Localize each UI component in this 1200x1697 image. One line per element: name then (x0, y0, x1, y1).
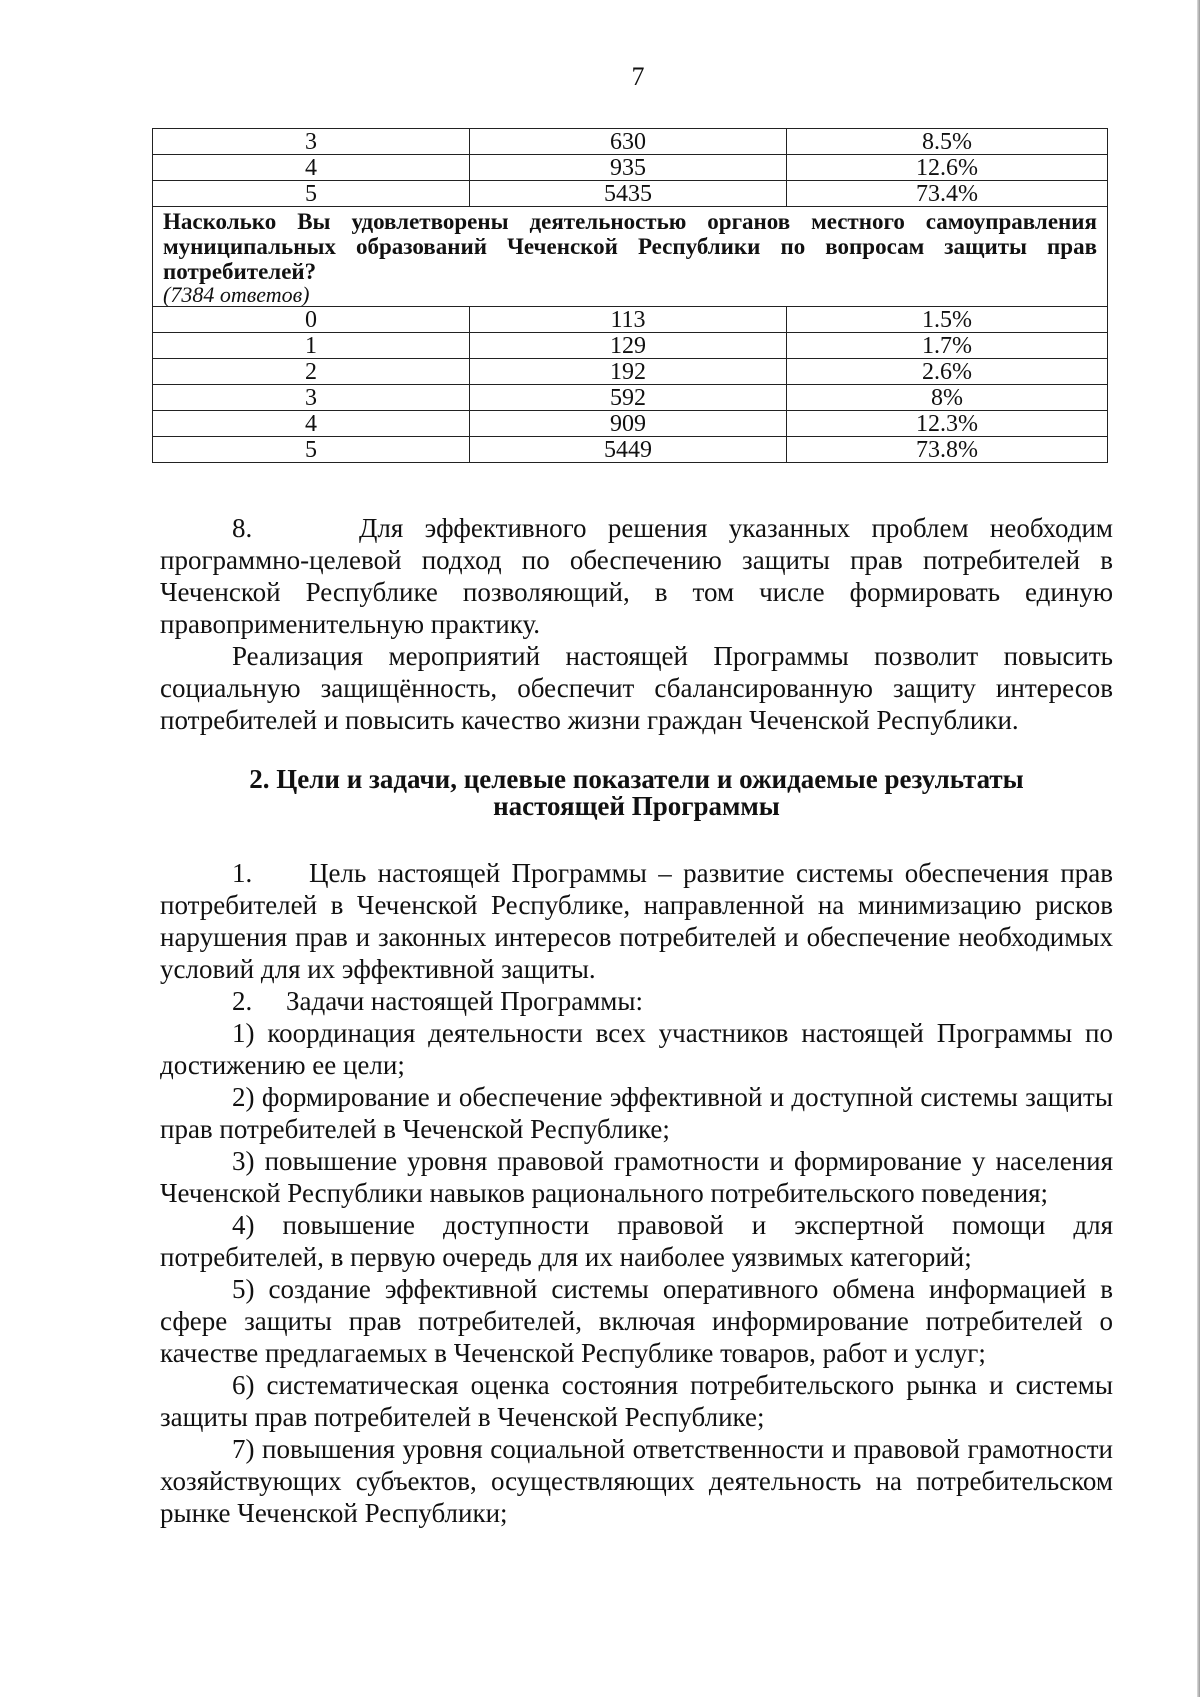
task-item: 2) формирование и обеспечение эффективной и доступной системы защиты прав потребителей в Чеченской Республике; (160, 1082, 1113, 1144)
table-row (153, 181, 1108, 207)
task-item: 4) повышение доступности правовой и экспертной помощи для потребителей, в первую очередь для их наиболее уязвимых категорий; (160, 1210, 1113, 1272)
percent-cell: 12.3% (787, 411, 1108, 437)
score-cell: 1 (153, 333, 470, 359)
paragraph-number: 8. (232, 513, 253, 543)
percent-cell: 1.7% (787, 333, 1108, 359)
count-cell: 113 (470, 307, 787, 333)
score-cell: 3 (153, 129, 470, 155)
section-title-line1: 2. Цели и задачи, целевые показатели и ожидаемые результаты (249, 764, 1024, 794)
paragraph-text: Цель настоящей Программы – развитие системы обеспечения прав потребителей в Чеченской Республике, направленной на минимизацию рисков нарушения прав и законных интересов потребителей и обеспечение необходимых условий для их эффективной защиты. (160, 858, 1113, 984)
paragraph-8 (160, 512, 1113, 640)
survey-question: Насколько Вы удовлетворены деятельностью органов местного самоуправления муниципальных образований Чеченской Республики по вопросам защиты прав потребителей? (163, 209, 1097, 284)
count-cell: 192 (470, 359, 787, 385)
question-row (153, 207, 1108, 307)
score-cell: 0 (153, 307, 470, 333)
count-cell: 909 (470, 411, 787, 437)
table-row (153, 437, 1108, 463)
percent-cell: 2.6% (787, 359, 1108, 385)
goal-paragraph (160, 857, 1113, 985)
tasks-intro (160, 985, 1113, 1017)
task-item: 1) координация деятельности всех участников настоящей Программы по достижению ее цели; (160, 1018, 1113, 1080)
survey-results-table (152, 128, 1108, 463)
goals-section (160, 857, 1113, 1529)
count-cell: 935 (470, 155, 787, 181)
table-row (153, 333, 1108, 359)
paragraph-number: 1. (232, 858, 253, 888)
percent-cell: 12.6% (787, 155, 1108, 181)
percent-cell: 8% (787, 385, 1108, 411)
answers-count: (7384 ответов) (163, 282, 310, 307)
intro-paragraphs (160, 512, 1113, 736)
task-item: 5) создание эффективной системы оперативного обмена информацией в сфере защиты прав потребителей, включая информирование потребителей о качестве предлагаемых в Чеченской Республике товаров, работ и услуг; (160, 1274, 1113, 1368)
percent-cell: 8.5% (787, 129, 1108, 155)
percent-cell: 73.4% (787, 181, 1108, 207)
question-cell (153, 207, 1108, 307)
paragraph-text: Для эффективного решения указанных проблем необходим программно-целевой подход по обеспечению защиты прав потребителей в Чеченской Республике позволяющий, в том числе формировать единую правоприменительную практику. (160, 513, 1113, 639)
table-row (153, 385, 1108, 411)
page-number: 7 (631, 62, 645, 91)
table-row (153, 155, 1108, 181)
count-cell: 129 (470, 333, 787, 359)
task-item: 7) повышения уровня социальной ответственности и правовой грамотности хозяйствующих субъектов, осуществляющих деятельность на потребительском рынке Чеченской Республики; (160, 1434, 1113, 1528)
table-row (153, 359, 1108, 385)
score-cell: 4 (153, 411, 470, 437)
section-title-line2: настоящей Программы (493, 791, 780, 821)
score-cell: 5 (153, 181, 470, 207)
percent-cell: 1.5% (787, 307, 1108, 333)
score-cell: 2 (153, 359, 470, 385)
paragraph-realization: Реализация мероприятий настоящей Программы позволит повысить социальную защищённость, обеспечит сбалансированную защиту интересов потребителей и повысить качество жизни граждан Чеченской Республики. (160, 641, 1113, 735)
paragraph-number: 2. (232, 986, 253, 1016)
task-item: 3) повышение уровня правовой грамотности и формирование у населения Чеченской Республики навыков рационального потребительского поведения; (160, 1146, 1113, 1208)
count-cell: 5449 (470, 437, 787, 463)
score-cell: 5 (153, 437, 470, 463)
paragraph-text: Задачи настоящей Программы: (286, 986, 644, 1016)
percent-cell: 73.8% (787, 437, 1108, 463)
score-cell: 3 (153, 385, 470, 411)
table-row (153, 129, 1108, 155)
count-cell: 5435 (470, 181, 787, 207)
section-heading (160, 766, 1113, 820)
table-row (153, 307, 1108, 333)
score-cell: 4 (153, 155, 470, 181)
table-row (153, 411, 1108, 437)
task-item: 6) систематическая оценка состояния потребительского рынка и системы защиты прав потребителей в Чеченской Республике; (160, 1370, 1113, 1432)
count-cell: 592 (470, 385, 787, 411)
count-cell: 630 (470, 129, 787, 155)
